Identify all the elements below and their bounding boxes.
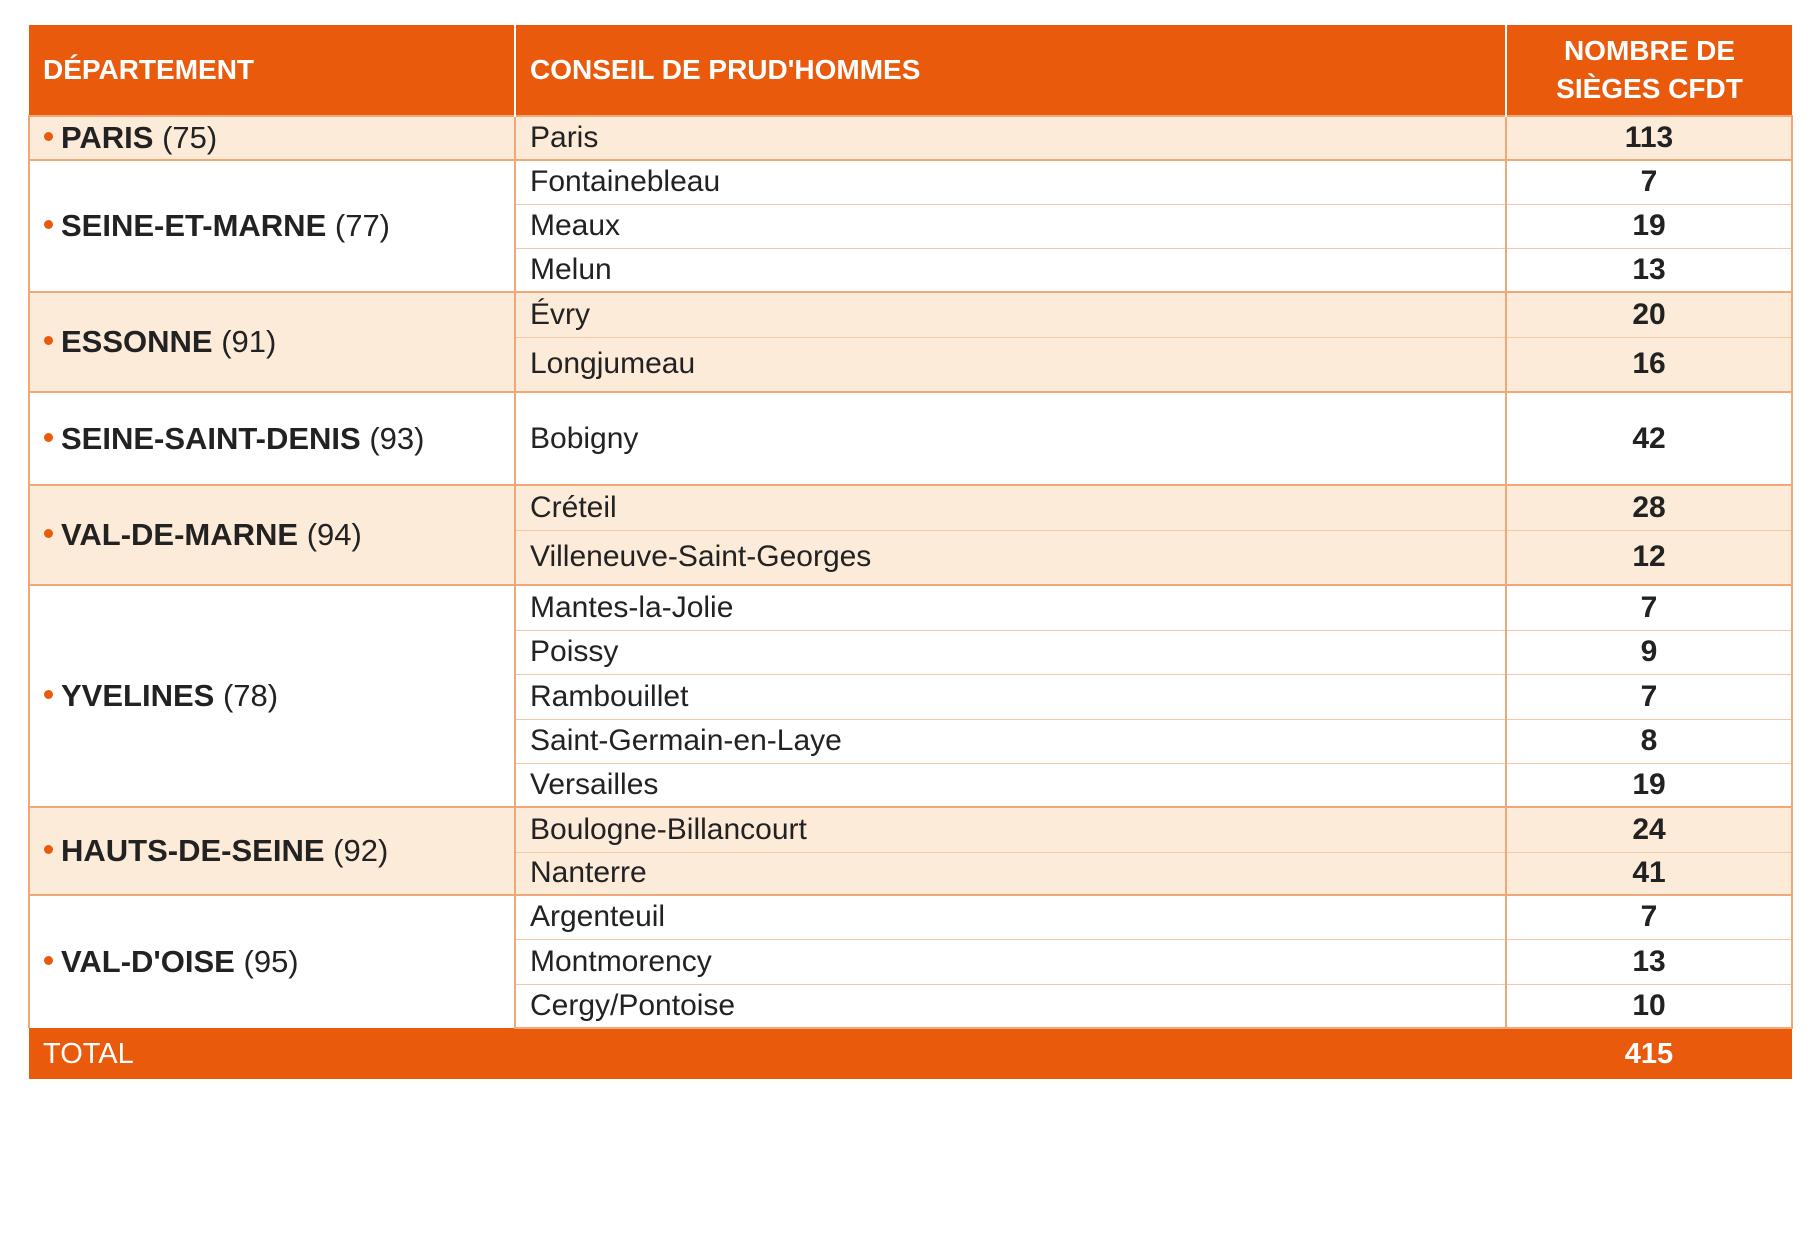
seats-count: 19 (1506, 204, 1792, 248)
bullet-icon (44, 132, 53, 141)
department-cell (29, 116, 515, 160)
table-row (29, 485, 1792, 530)
conseil-name: Saint-Germain-en-Laye (515, 719, 1506, 763)
conseil-name: Argenteuil (515, 895, 1506, 939)
header-row (29, 25, 1792, 116)
department-code: (93) (369, 420, 425, 456)
conseil-name: Montmorency (515, 939, 1506, 984)
department-code: (92) (333, 833, 389, 868)
conseil-name: Poissy (515, 630, 1506, 674)
seats-count: 20 (1506, 292, 1792, 337)
department-cell (29, 160, 515, 292)
total-row (29, 1028, 1792, 1079)
department-code: (78) (222, 678, 279, 713)
conseil-name: Cergy/Pontoise (515, 984, 1506, 1028)
seats-count: 13 (1506, 939, 1792, 984)
conseil-name: Nanterre (515, 852, 1506, 895)
department-cell (29, 392, 515, 485)
department-name: HAUTS-DE-SEINE (61, 833, 325, 868)
conseil-name: Versailles (515, 763, 1506, 807)
seats-count: 113 (1506, 116, 1792, 160)
bullet-icon (44, 845, 53, 854)
department-cell (29, 807, 515, 895)
department-cell (29, 292, 515, 392)
bullet-icon (44, 220, 53, 229)
seats-count: 13 (1506, 248, 1792, 292)
seats-count: 9 (1506, 630, 1792, 674)
seats-count: 12 (1506, 530, 1792, 585)
table-row (29, 160, 1792, 204)
seats-count: 28 (1506, 485, 1792, 530)
department-name: SEINE-ET-MARNE (61, 208, 327, 243)
seats-count: 8 (1506, 719, 1792, 763)
conseil-name: Paris (515, 116, 1506, 160)
department-name: VAL-DE-MARNE (61, 517, 299, 552)
department-cell (29, 485, 515, 585)
department-code: (94) (306, 517, 362, 552)
table-row (29, 292, 1792, 337)
seats-count: 10 (1506, 984, 1792, 1028)
conseil-name: Rambouillet (515, 674, 1506, 719)
seats-count: 42 (1506, 392, 1792, 485)
conseil-name: Meaux (515, 204, 1506, 248)
department-code: (95) (243, 944, 299, 979)
table-row (29, 585, 1792, 630)
header-sieges-line2: SIÈGES CFDT (1556, 73, 1743, 104)
department-name: VAL-D'OISE (61, 944, 235, 979)
bullet-icon (44, 336, 53, 345)
department-cell (29, 585, 515, 807)
seats-count: 24 (1506, 807, 1792, 852)
header-sieges (1506, 25, 1792, 116)
seats-count: 7 (1506, 585, 1792, 630)
table-row (29, 895, 1792, 939)
department-code: (75) (162, 120, 218, 155)
header-departement: DÉPARTEMENT (29, 25, 515, 116)
conseil-name: Boulogne-Billancourt (515, 807, 1506, 852)
conseil-name: Créteil (515, 485, 1506, 530)
seats-count: 7 (1506, 895, 1792, 939)
table-row (29, 116, 1792, 160)
bullet-icon (44, 433, 53, 442)
conseil-name: Melun (515, 248, 1506, 292)
conseil-name: Longjumeau (515, 337, 1506, 392)
department-code: (77) (334, 208, 391, 243)
seats-count: 41 (1506, 852, 1792, 895)
seats-table (28, 25, 1793, 1079)
seats-count: 16 (1506, 337, 1792, 392)
seats-count: 19 (1506, 763, 1792, 807)
conseil-name: Fontainebleau (515, 160, 1506, 204)
bullet-icon (44, 956, 53, 965)
table-row (29, 807, 1792, 852)
department-name: ESSONNE (61, 324, 213, 359)
conseil-name: Évry (515, 292, 1506, 337)
department-name: SEINE-SAINT-DENIS (61, 420, 361, 456)
department-name: YVELINES (61, 678, 215, 713)
total-label: TOTAL (29, 1028, 1506, 1079)
table-body (29, 116, 1792, 1028)
seats-count: 7 (1506, 160, 1792, 204)
total-value: 415 (1506, 1028, 1792, 1079)
seats-count: 7 (1506, 674, 1792, 719)
conseil-name: Bobigny (515, 392, 1506, 485)
header-sieges-line1: NOMBRE DE (1563, 35, 1736, 66)
bullet-icon (44, 529, 53, 538)
header-conseil: CONSEIL DE PRUD'HOMMES (515, 25, 1506, 116)
conseil-name: Mantes-la-Jolie (515, 585, 1506, 630)
table-row (29, 392, 1792, 485)
bullet-icon (44, 690, 53, 699)
department-cell (29, 895, 515, 1028)
department-name: PARIS (61, 120, 154, 155)
department-code: (91) (221, 324, 277, 359)
conseil-name: Villeneuve-Saint-Georges (515, 530, 1506, 585)
